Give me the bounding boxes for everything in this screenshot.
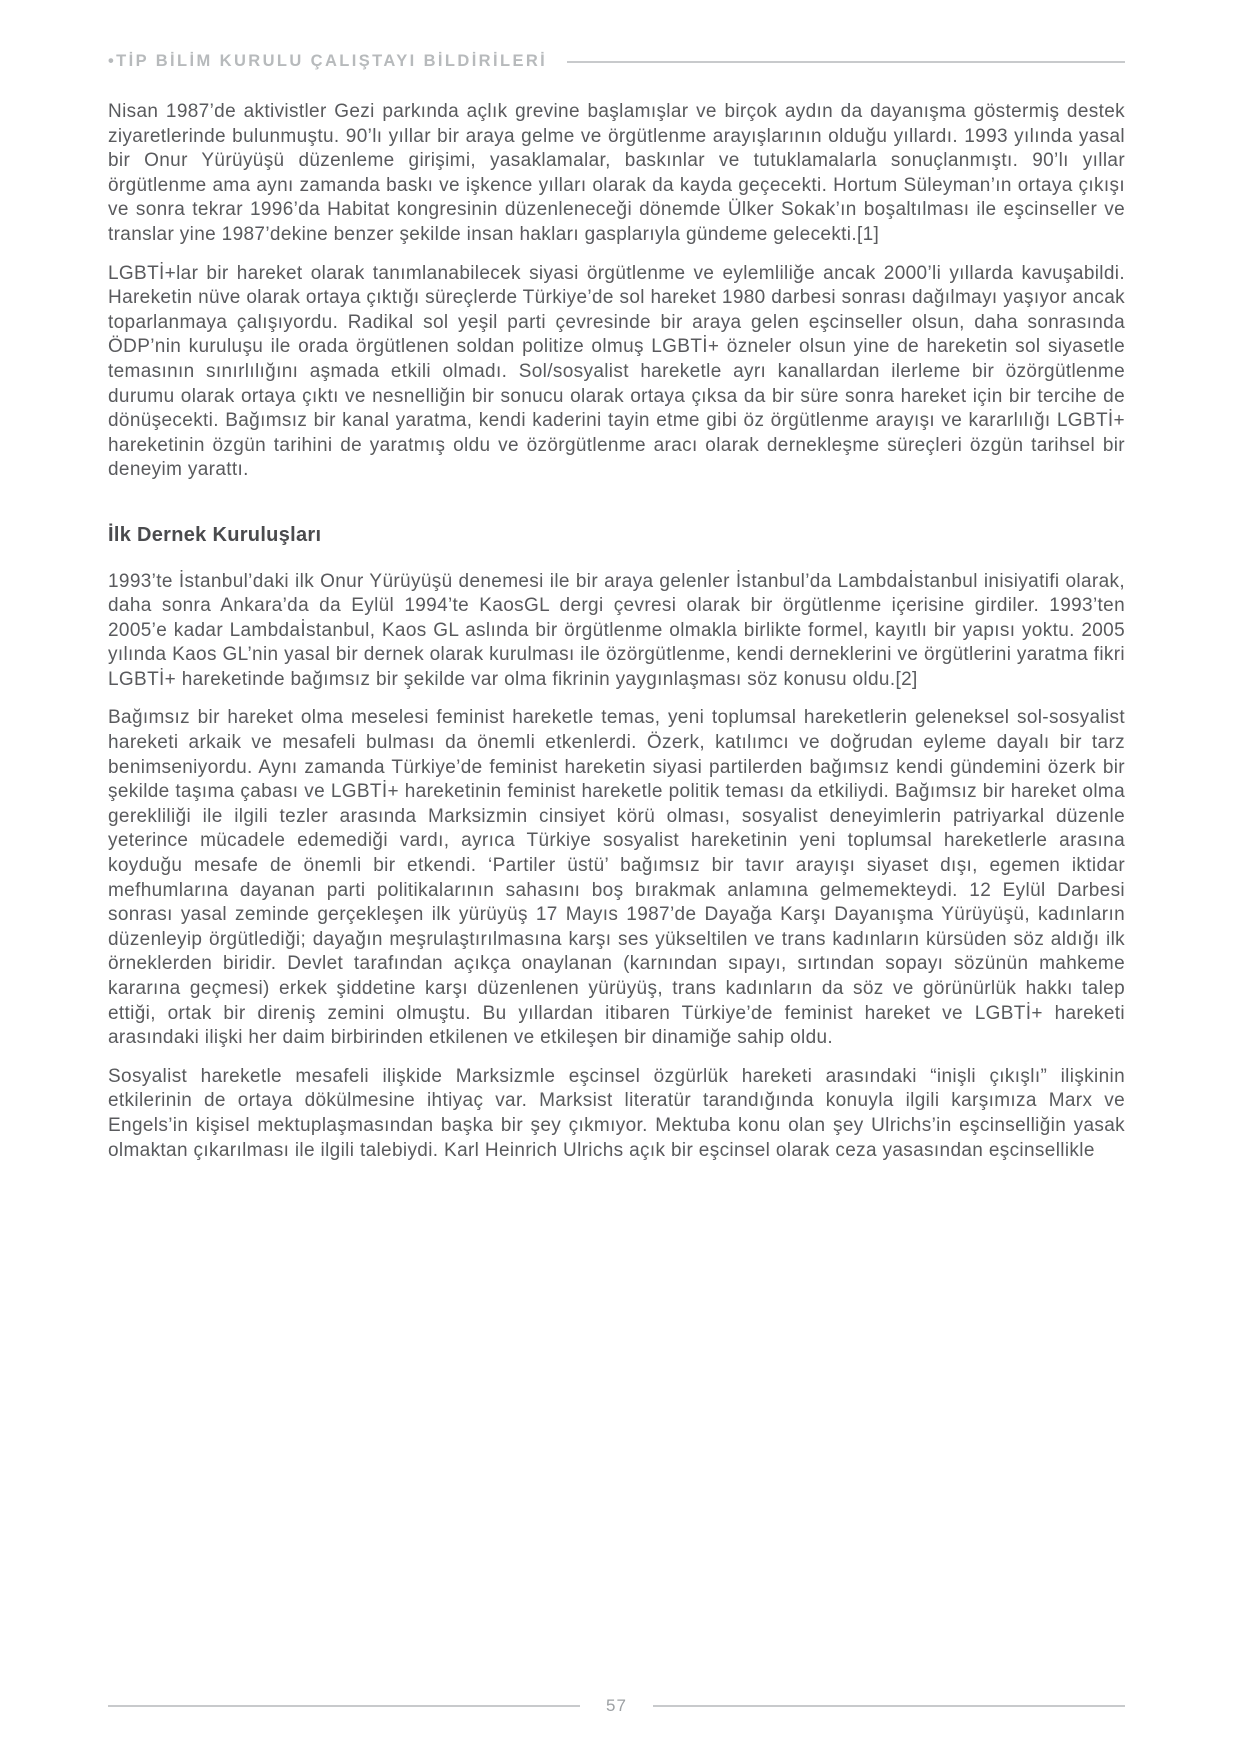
paragraph: Bağımsız bir hareket olma meselesi feminist hareketle temas, yeni toplumsal hareketlerin geleneksel sol-sosyalist hareketi arkaik ve mesafeli bulması da önemli etkenlerdi. Özerk, katılımcı ve doğrudan eyleme dayalı bir tarz benimseniyordu. Aynı zamanda Türkiye’de feminist hareketin siyasi partilerden bağımsız kendi gündemini özerk bir şekilde taşıma çabası ve LGBTİ+ hareketinin feminist hareketle politik teması da etkiliydi. Bağımsız bir hareket olma gerekliliği ile ilgili tezler arasında Marksizmin cinsiyet körü olması, sosyalist deneyimlerin patriyarkal düzenle yeterince mücadele edemediği vardı, ayrıca Türkiye sosyalist hareketinin yeni toplumsal hareketlerle arasına koyduğu mesafe de önemli bir etkendi. ‘Partiler üstü’ bağımsız bir tavır arayışı siyaset dışı, egemen iktidar mefhumlarına dayanan parti politikalarının sahasını boş bırakmak anlamına gelmemekteydi. 12 Eylül Darbesi sonrası yasal zeminde gerçekleşen ilk yürüyüş 17 Mayıs 1987’de Dayağa Karşı Dayanışma Yürüyüşü, kadınların düzenleyip örgütlediği; dayağın meşrulaştırılmasına karşı ses yükseltilen ve trans kadınların kürsüden söz aldığı ilk örneklerden biridir. Devlet tarafından açıkça onaylanan (karnından sıpayı, sırtından sopayı sözünün mahkeme kararına geçmesi) erkek şiddetine karşı düzenlenen yürüyüş, trans kadınların da söz ve görünürlük hakkı talep ettiği, ortak bir direniş zemini olmuştu. Bu yıllardan itibaren Türkiye’de feminist hareket ve LGBTİ+ hareketi arasındaki ilişki her daim birbirinden etkilenen ve etkileşen bir dinamiğe sahip oldu. [108, 707, 1125, 1049]
header-rule [567, 61, 1125, 63]
footer-rule-left [108, 1705, 580, 1707]
footer-rule-right [653, 1705, 1125, 1707]
page-number: 57 [606, 1696, 627, 1715]
page-footer [108, 1696, 1125, 1716]
document-body [108, 100, 1125, 1177]
page-header [108, 52, 1125, 71]
page-header-title: •TİP BİLİM KURULU ÇALIŞTAYI BİLDİRİLERİ [108, 52, 548, 70]
section-heading: İlk Dernek Kuruluşları [108, 523, 322, 546]
paragraph: Sosyalist hareketle mesafeli ilişkide Marksizmle eşcinsel özgürlük hareketi arasındaki “inişli çıkışlı” ilişkinin etkilerinin de ortaya dökülmesine ihtiyaç var. Marksist literatür tarandığında konuyla ilgili karşımıza Marx ve Engels’in kişisel mektuplaşmasından başka bir şey çıkmıyor. Mektuba konu olan şey Ulrichs’in eşcinselliğin yasak olmaktan çıkarılması ile ilgili talebiydi. Karl Heinrich Ulrichs açık bir eşcinsel olarak ceza yasasından eşcinsellikle [108, 1065, 1125, 1161]
paragraph: 1993’te İstanbul’daki ilk Onur Yürüyüşü denemesi ile bir araya gelenler İstanbul’da Lambdaİstanbul inisiyatifi olarak, daha sonra Ankara’da da Eylül 1994’te KaosGL dergi çevresi olarak bir örgütlenme içerisine girdiler. 1993’ten 2005’e kadar Lambdaİstanbul, Kaos GL aslında bir örgütlenme olmakla birlikte formel, kayıtlı bir yapısı yoktu. 2005 yılında Kaos GL’nin yasal bir dernek olarak kurulması ile özörgütlenme, kendi derneklerini ve örgütlerini yaratma fikri LGBTİ+ hareketinde bağımsız bir şekilde var olma fikrinin yaygınlaşması söz konusu oldu.[2] [108, 570, 1125, 690]
paragraph: LGBTİ+lar bir hareket olarak tanımlanabilecek siyasi örgütlenme ve eylemliliğe ancak 2000’li yıllarda kavuşabildi. Hareketin nüve olarak ortaya çıktığı süreçlerde Türkiye’de sol hareket 1980 darbesi sonrası dağılmayı yaşıyor ancak toparlanmaya çalışıyordu. Radikal sol yeşil parti çevresinde bir araya gelen eşcinseller olsun, daha sonrasında ÖDP’nin kuruluşu ile orada örgütlenen soldan politize olmuş LGBTİ+ özneler olsun yine de hareketin sol siyasetle temasının sınırlılığını aşmada etkili olmadı. Sol/sosyalist hareketle ayrı kanallardan ilerleme bir özörgütlenme durumu olarak ortaya çıktı ve nesnelliğin bir sonucu olarak ortaya çıksa da bir süre sonra hareket için bir tercihe de dönüşecekti. Bağımsız bir kanal yaratma, kendi kaderini tayin etme gibi öz örgütlenme arayışı ve kararlılığı LGBTİ+ hareketinin özgün tarihini de yaratmış oldu ve özörgütlenme aracı olarak dernekleşme süreçleri özgün tarihsel bir deneyim yarattı. [108, 262, 1125, 481]
paragraph: Nisan 1987’de aktivistler Gezi parkında açlık grevine başlamışlar ve birçok aydın da dayanışma göstermiş destek ziyaretlerinde bulunmuştu. 90’lı yıllar bir araya gelme ve örgütlenme arayışlarının olduğu yıllardı. 1993 yılında yasal bir Onur Yürüyüşü düzenleme girişimi, yasaklamalar, baskınlar ve tutuklamalarla sonuçlanmıştı. 90’lı yıllar örgütlenme ama aynı zamanda baskı ve işkence yılları olarak da kayda geçecekti. Hortum Süleyman’ın ortaya çıkışı ve sonra tekrar 1996’da Habitat kongresinin düzenleneceği dönemde Ülker Sokak’ın boşaltılması ile eşcinseller ve translar yine 1987’dekine benzer şekilde insan hakları gasplarıyla gündeme gelecekti.[1] [108, 101, 1125, 245]
